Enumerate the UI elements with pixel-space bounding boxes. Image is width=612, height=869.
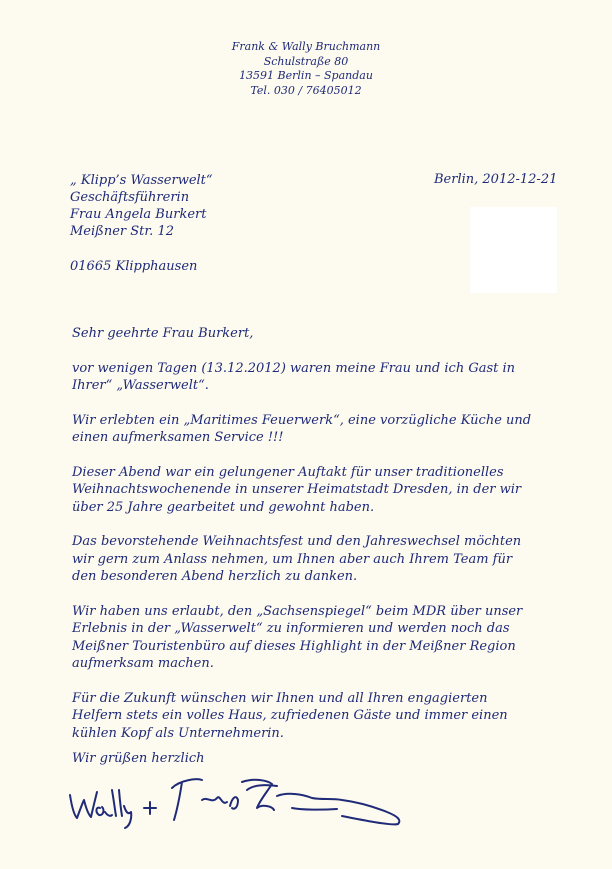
redaction-box <box>470 207 557 293</box>
recipient-street: Meißner Str. 12 <box>70 224 174 239</box>
closing: Wir grüßen herzlich <box>72 751 205 766</box>
paragraph: Wir haben uns erlaubt, den „Sachsenspiegel“ beim MDR über unser Erlebnis in der „Wasserwelt“ zu informieren und werden noch das Meißner Touristenbüro auf dieses Highlight in der Meißner Region aufmerksam machen. <box>72 603 523 671</box>
paragraph: Wir erlebten ein „Maritimes Feuerwerk“, eine vorzügliche Küche und einen aufmerksamen Service !!! <box>72 412 532 445</box>
letter-body <box>72 325 562 759</box>
recipient-city: 01665 Klipphausen <box>70 259 198 274</box>
sender-name: Frank & Wally Bruchmann <box>231 40 381 53</box>
recipient-company: „ Klipp’s Wasserwelt“ <box>70 173 213 188</box>
recipient-person: Frau Angela Burkert <box>70 207 207 222</box>
handwritten-signature <box>62 760 412 830</box>
paragraph: Für die Zukunft wünschen wir Ihnen und all Ihren engagierten Helfern stets ein volles Haus, zufriedenen Gäste und immer einen kühlen Kopf als Unternehmerin. <box>72 690 508 741</box>
letter-date: Berlin, 2012-12-21 <box>434 172 558 187</box>
sender-street: Schulstraße 80 <box>263 54 349 68</box>
paragraph: Dieser Abend war ein gelungener Auftakt für unser traditionelles Weihnachtswochenende in unserer Heimatstadt Dresden, in der wir über 25 Jahre gearbeitet und gewohnt haben. <box>72 464 522 515</box>
recipient-role: Geschäftsführerin <box>70 190 190 205</box>
sender-city: 13591 Berlin – Spandau <box>239 69 373 82</box>
salutation: Sehr geehrte Frau Burkert, <box>72 326 254 341</box>
recipient-address <box>70 172 213 240</box>
paragraph: Das bevorstehende Weihnachtsfest und den Jahreswechsel möchten wir gern zum Anlass nehmen, um Ihnen aber auch Ihrem Team für den besonderen Abend herzlich zu danken. <box>72 534 522 584</box>
sender-letterhead <box>0 40 612 98</box>
sender-phone: Tel. 030 / 76405012 <box>250 83 362 97</box>
paragraph: vor wenigen Tagen (13.12.2012) waren meine Frau und ich Gast in Ihrer“ „Wasserwelt“. <box>72 360 516 393</box>
